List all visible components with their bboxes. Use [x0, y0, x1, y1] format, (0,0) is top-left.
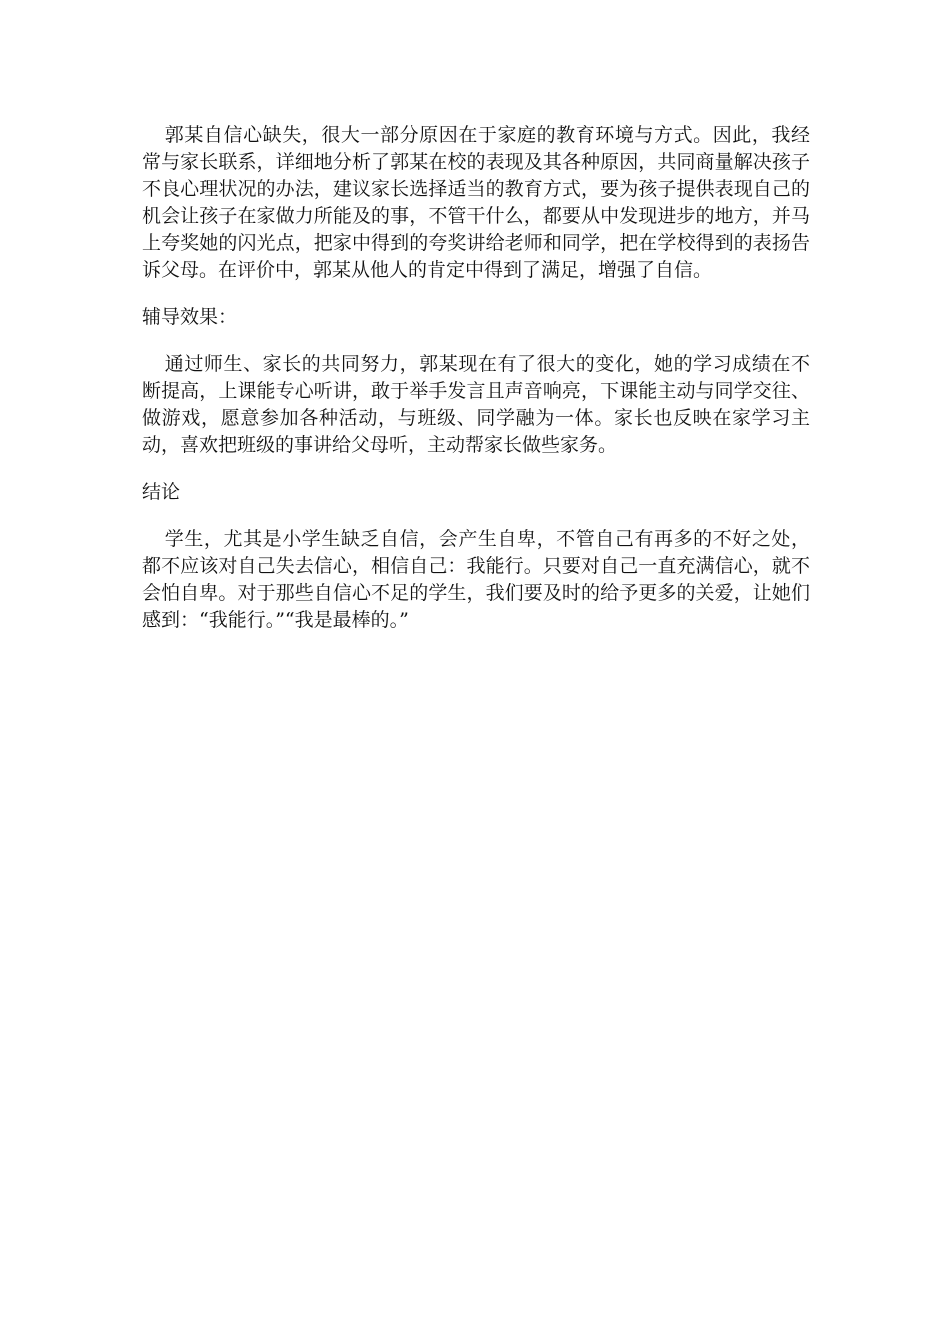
- paragraph-counseling-result: 通过师生、家长的共同努力，郭某现在有了很大的变化，她的学习成绩在不断提高，上课能专心听讲，敢于举手发言且声音响亮，下课能主动与同学交往、做游戏，愿意参加各种活动，与班级、同学融为一体。家长也反映在家学习主动，喜欢把班级的事讲给父母听，主动帮家长做些家务。: [142, 353, 810, 456]
- spacer: [142, 506, 810, 526]
- paragraph-conclusion: 学生，尤其是小学生缺乏自信，会产生自卑，不管自己有再多的不好之处，都不应该对自己失去信心，相信自己：我能行。只要对自己一直充满信心，就不会怕自卑。对于那些自信心不足的学生，我们要及时的给予更多的关爱，让她们感到：“我能行。”“我是最棒的。”: [142, 528, 810, 631]
- spacer: [142, 459, 810, 479]
- paragraph-family-guidance: 郭某自信心缺失，很大一部分原因在于家庭的教育环境与方式。因此，我经常与家长联系，详细地分析了郭某在校的表现及其各种原因，共同商量解决孩子不良心理状况的办法，建议家长选择适当的教育方式，要为孩子提供表现自己的机会让孩子在家做力所能及的事，不管干什么，都要从中发现进步的地方，并马上夸奖她的闪光点，把家中得到的夸奖讲给老师和同学，把在学校得到的表扬告诉父母。在评价中，郭某从他人的肯定中得到了满足，增强了自信。: [142, 124, 810, 281]
- spacer: [142, 331, 810, 351]
- spacer: [142, 284, 810, 304]
- document-body: [142, 122, 810, 634]
- heading-conclusion: 结论: [142, 481, 181, 503]
- heading-counseling-effect: 辅导效果：: [142, 306, 238, 328]
